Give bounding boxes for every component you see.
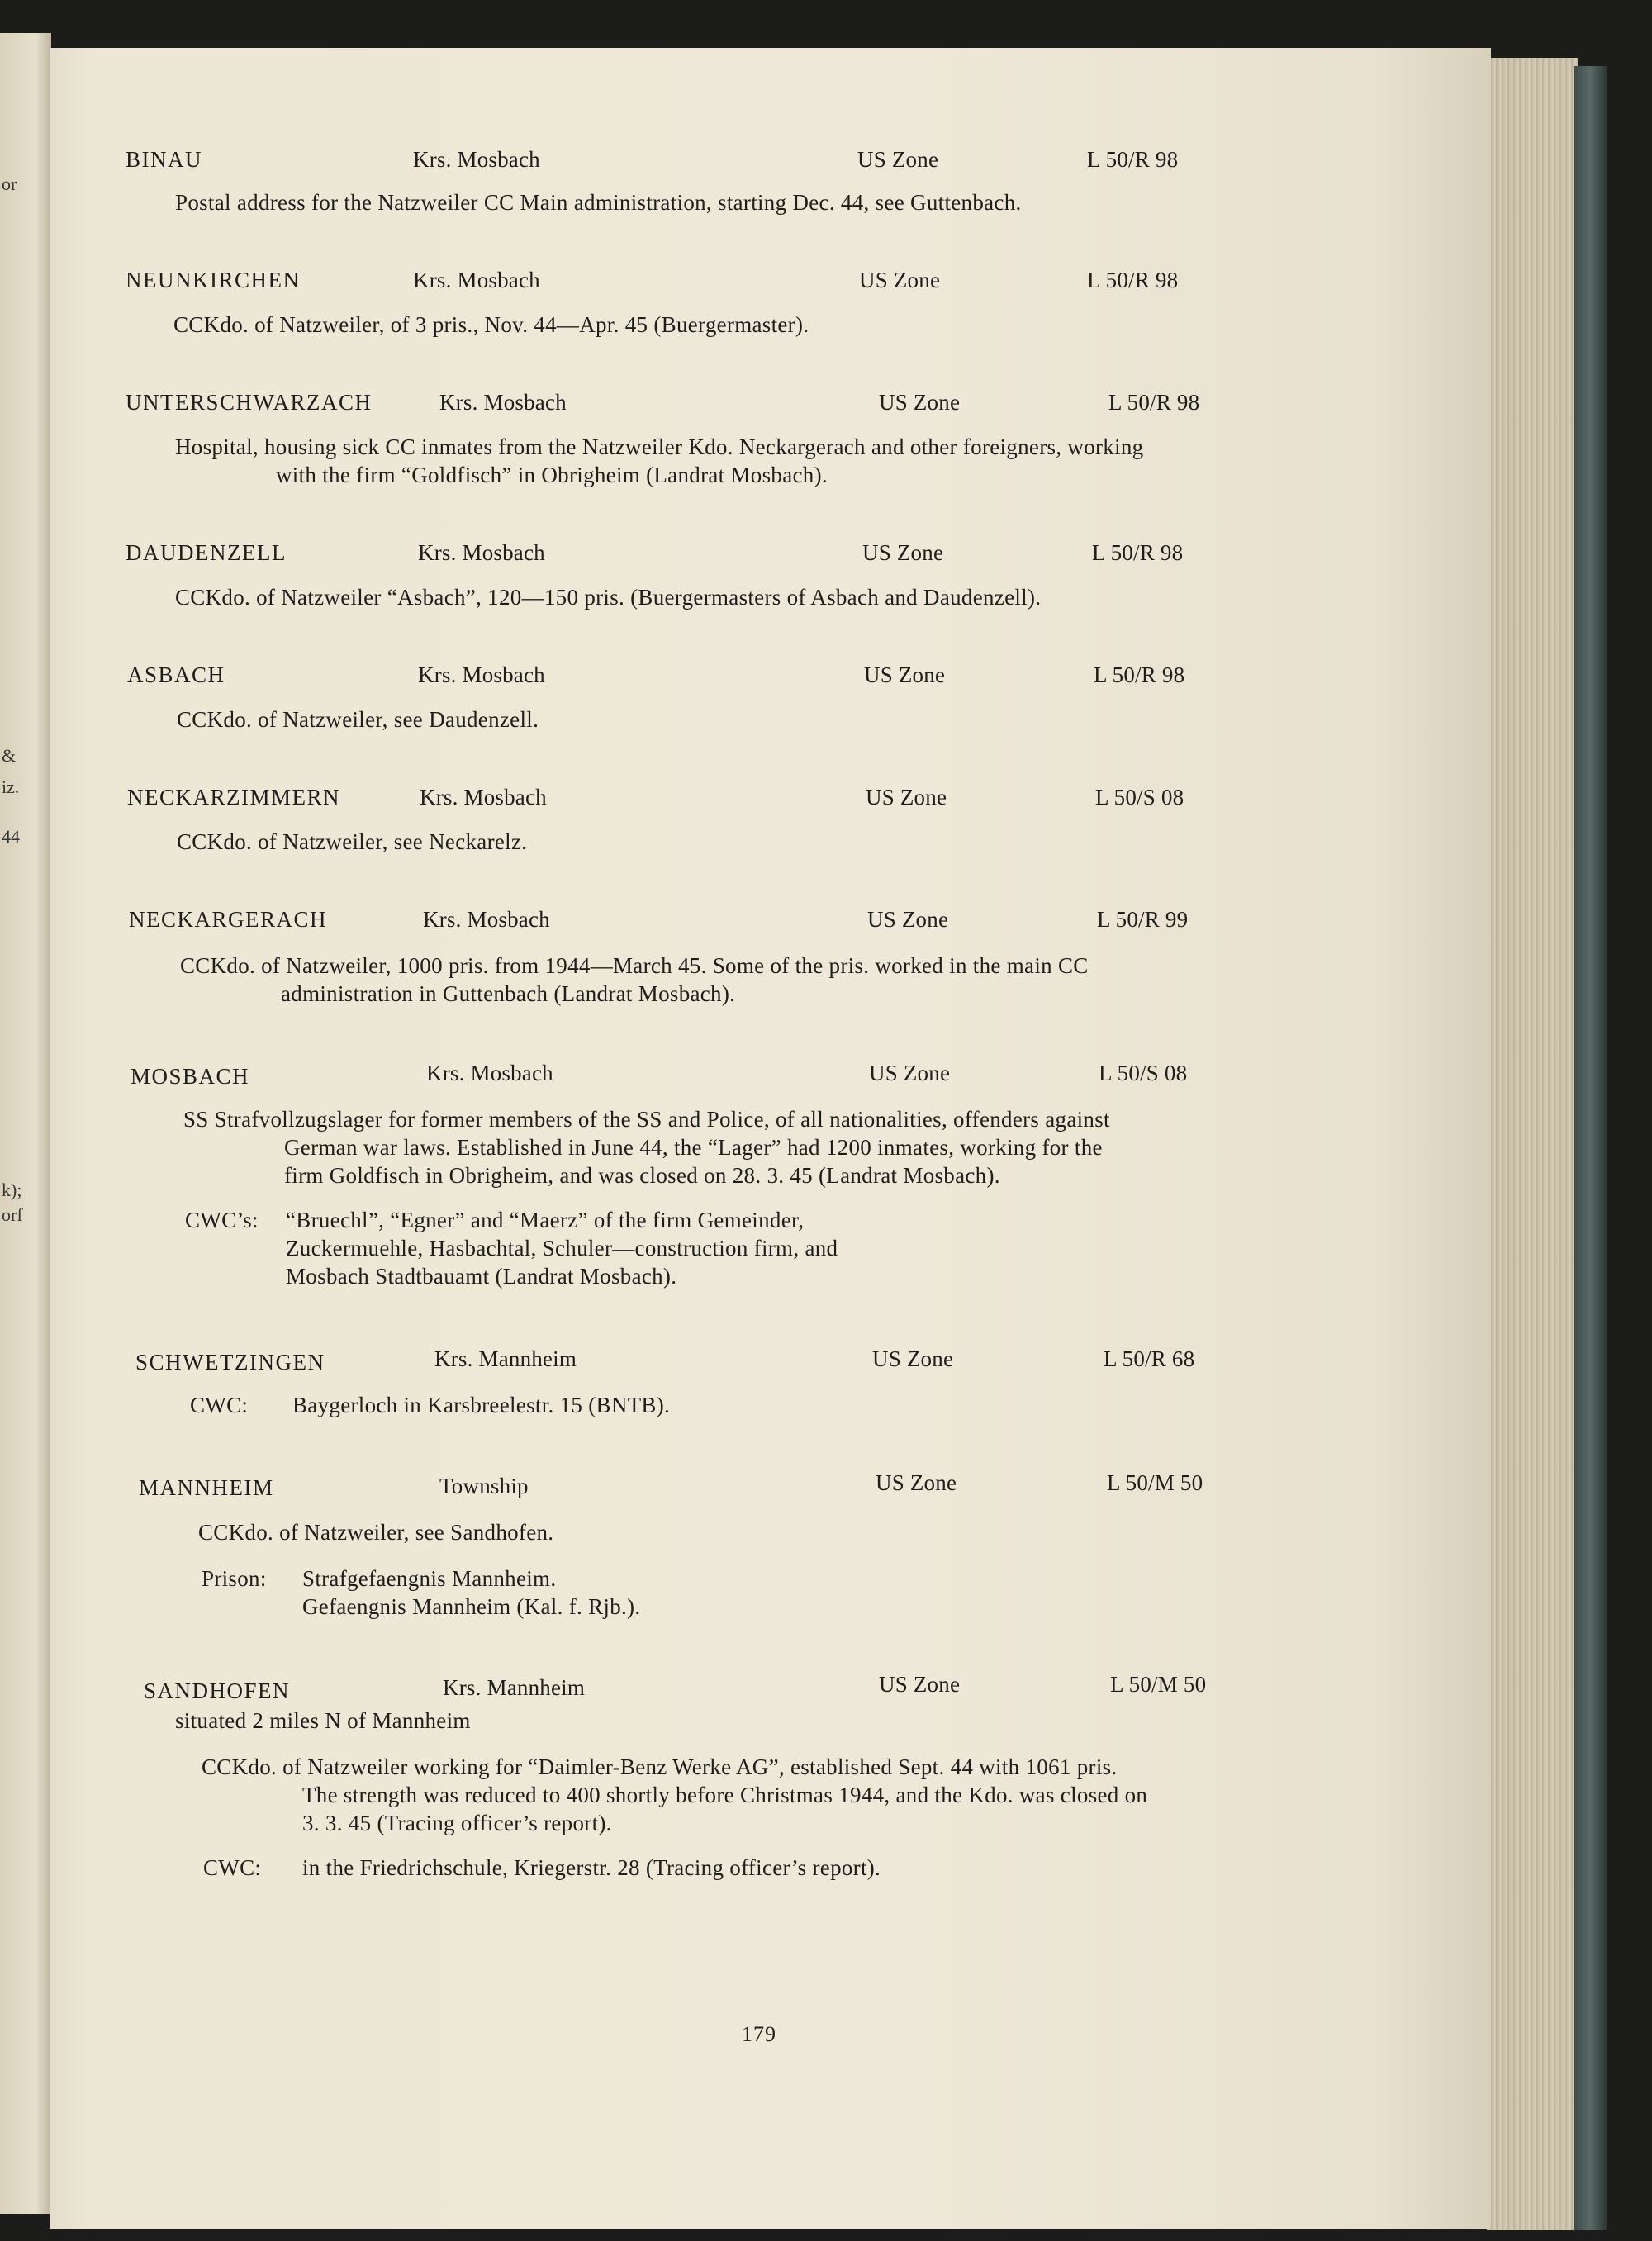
margin-fragment: or [2,173,17,194]
entry-district: Krs. Mosbach [439,390,567,415]
entry-name: BINAU [126,147,202,172]
cwc-label: CWC: [203,1855,262,1880]
prison-text: Gefaengnis Mannheim (Kal. f. Rjb.). [302,1594,641,1619]
page-number: 179 [742,2022,776,2046]
entry-district: Township [439,1474,529,1498]
entry-text: 3. 3. 45 (Tracing officer’s report). [302,1811,612,1835]
entry-grid: L 50/R 98 [1108,390,1200,415]
entry-district: Krs. Mosbach [413,268,540,292]
entry-district: Krs. Mosbach [423,907,550,932]
entry-district: Krs. Mosbach [418,540,545,565]
entry-zone: US Zone [866,785,947,810]
margin-fragment: & [2,745,17,766]
book-page [50,48,1491,2229]
entry-subtitle: situated 2 miles N of Mannheim [175,1708,471,1733]
previous-page-edge [0,33,51,2214]
cwc-label: CWC: [190,1393,249,1417]
entry-name: NEUNKIRCHEN [126,268,301,292]
entry-text: CCKdo. of Natzweiler, of 3 pris., Nov. 44—Apr. 45 (Buergermaster). [173,312,809,337]
entry-grid: L 50/R 98 [1092,540,1184,565]
entry-name: ASBACH [127,662,225,687]
entry-text: The strength was reduced to 400 shortly before Christmas 1944, and the Kdo. was closed on [302,1783,1148,1807]
entry-name: SANDHOFEN [144,1678,291,1703]
entry-text: German war laws. Established in June 44, the “Lager” had 1200 inmates, working for the [284,1135,1103,1160]
entry-district: Krs. Mosbach [420,785,547,810]
entry-zone: US Zone [872,1346,954,1371]
entry-grid: L 50/R 99 [1097,907,1189,932]
entry-district: Krs. Mannheim [434,1346,577,1371]
entry-zone: US Zone [879,390,961,415]
entry-district: Krs. Mannheim [443,1675,586,1700]
entry-district: Krs. Mosbach [418,662,545,687]
entry-grid: L 50/R 98 [1087,268,1179,292]
entry-district: Krs. Mosbach [426,1061,553,1085]
margin-fragment: 44 [2,826,20,847]
entry-text: CCKdo. of Natzweiler, see Neckarelz. [177,829,528,854]
entry-text: firm Goldfisch in Obrigheim, and was closed on 28. 3. 45 (Landrat Mosbach). [284,1163,1000,1188]
entry-text: CCKdo. of Natzweiler, see Daudenzell. [177,707,539,732]
cwc-text: Baygerloch in Karsbreelestr. 15 (BNTB). [292,1393,671,1417]
entry-zone: US Zone [859,268,941,292]
cwc-text: Mosbach Stadtbauamt (Landrat Mosbach). [286,1264,677,1289]
entry-grid: L 50/S 08 [1095,785,1184,810]
entry-grid: L 50/R 98 [1094,662,1185,687]
entry-name: MANNHEIM [139,1475,274,1500]
entry-grid: L 50/M 50 [1110,1672,1207,1697]
entry-zone: US Zone [876,1470,957,1495]
entry-text: Postal address for the Natzweiler CC Main administration, starting Dec. 44, see Guttenbach. [175,190,1022,215]
entry-name: DAUDENZELL [126,540,287,565]
entry-name: NECKARGERACH [129,907,328,932]
entry-name: SCHWETZINGEN [135,1350,325,1375]
entry-text: CCKdo. of Natzweiler, 1000 pris. from 1944—March 45. Some of the pris. worked in the main CC [180,953,1089,978]
cwc-label: CWC’s: [185,1208,259,1232]
entry-grid: L 50/S 08 [1099,1061,1188,1085]
entry-zone: US Zone [867,907,949,932]
prison-text: Strafgefaengnis Mannheim. [302,1566,557,1591]
entry-zone: US Zone [869,1061,951,1085]
entry-district: Krs. Mosbach [413,147,540,172]
entry-text: CCKdo. of Natzweiler working for “Daimler-Benz Werke AG”, established Sept. 44 with 1061 pris. [202,1754,1118,1779]
margin-fragment: k); [2,1180,22,1200]
page-content [50,48,1491,2229]
margin-fragment: iz. [2,776,20,797]
entry-name: MOSBACH [131,1064,250,1089]
cwc-text: Zuckermuehle, Hasbachtal, Schuler—construction firm, and [286,1236,838,1261]
book-page-edges [1487,58,1578,2230]
entry-zone: US Zone [857,147,939,172]
margin-fragment: orf [2,1204,23,1225]
entry-grid: L 50/M 50 [1107,1470,1203,1495]
entry-text: CCKdo. of Natzweiler “Asbach”, 120—150 pris. (Buergermasters of Asbach and Daudenzell). [175,585,1042,610]
entry-text: SS Strafvollzugslager for former members of the SS and Police, of all nationalities, offenders against [183,1107,1110,1132]
entry-text: administration in Guttenbach (Landrat Mosbach). [281,981,736,1006]
entry-grid: L 50/R 68 [1104,1346,1195,1371]
entry-zone: US Zone [879,1672,961,1697]
cwc-text: in the Friedrichschule, Kriegerstr. 28 (Tracing officer’s report). [302,1855,881,1880]
entry-text: with the firm “Goldfisch” in Obrigheim (Landrat Mosbach). [276,463,828,487]
prison-label: Prison: [202,1566,267,1591]
entry-zone: US Zone [864,662,946,687]
cwc-text: “Bruechl”, “Egner” and “Maerz” of the firm Gemeinder, [286,1208,805,1232]
entry-name: NECKARZIMMERN [127,785,341,810]
entry-text: Hospital, housing sick CC inmates from the Natzweiler Kdo. Neckargerach and other foreigners, working [175,434,1144,459]
entry-text: CCKdo. of Natzweiler, see Sandhofen. [198,1520,554,1545]
entry-zone: US Zone [862,540,944,565]
entry-grid: L 50/R 98 [1087,147,1179,172]
entry-name: UNTERSCHWARZACH [126,390,373,415]
book-cover [1574,66,1607,2230]
